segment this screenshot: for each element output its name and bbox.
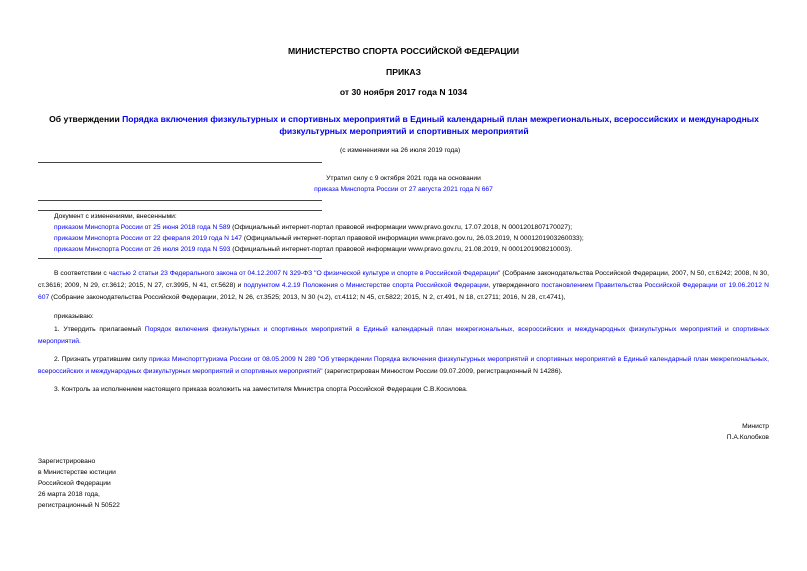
amending-order-source: (Официальный интернет-портал правовой информации www.pravo.gov.ru, 21.08.2019, N 0001201908210003). bbox=[230, 246, 573, 253]
item-text: (зарегистрирован Минюстом России 09.07.2009, регистрационный N 14286). bbox=[322, 367, 563, 375]
registration-line: Зарегистрировано bbox=[38, 458, 96, 465]
ministry-name: МИНИСТЕРСТВО СПОРТА РОССИЙСКОЙ ФЕДЕРАЦИИ bbox=[287, 46, 519, 56]
item-1 bbox=[38, 324, 769, 348]
registration-line: Российской Федерации bbox=[38, 480, 111, 487]
divider bbox=[38, 258, 322, 259]
amending-order-link[interactable]: приказом Минспорта России от 22 февраля 2019 года N 147 bbox=[54, 235, 242, 242]
signatory-position: Министр bbox=[742, 423, 769, 430]
document-date-number: от 30 ноября 2017 года N 1034 bbox=[339, 87, 468, 97]
amending-order-link[interactable]: приказом Минспорта России от 26 июля 2019 года N 593 bbox=[54, 246, 231, 253]
repealed-order-link[interactable]: приказ Минспорттуризма России от 08.05.2009 N 289 "Об утверждении Порядка включения физкультурных мероприятий и спортивных мероприятий в Единый календарный план межрегиональных, всероссийских и международных физкультурных мероприятий и спортивных мероприятий" bbox=[38, 356, 769, 375]
title-link[interactable]: Порядка включения физкультурных и спортивных мероприятий в Единый календарный план межрегиональных, всероссийских и международных физкультурных мероприятий и спортивных мероприятий bbox=[122, 114, 759, 136]
registration-line: регистрационный N 50522 bbox=[38, 502, 120, 509]
amending-order-source: (Официальный интернет-портал правовой информации www.pravo.gov.ru, 26.03.2019, N 0001201903260033); bbox=[242, 235, 584, 242]
basis-text: (Собрание законодательства Российской Федерации, 2007, N 50, ст.6242; 2008, N 30, ст.3616; 2009, N 29, ст.3612; 2015, N 27, ст.3995, N 41, ст.5628) и bbox=[38, 270, 769, 289]
registration-line: 26 марта 2018 года, bbox=[38, 491, 100, 498]
government-decree-link[interactable]: постановлением Правительства Российской Федерации от 19.06.2012 N 607 bbox=[38, 281, 769, 301]
item-text: 2. Признать утратившим силу bbox=[54, 356, 149, 363]
order-word: приказываю: bbox=[54, 313, 94, 320]
item-text: . bbox=[79, 337, 81, 345]
registration-line: в Министерстве юстиции bbox=[38, 469, 116, 476]
signatory-name: П.А.Колобков bbox=[726, 434, 769, 441]
validity-line: Утратил силу с 9 октября 2021 года на основании bbox=[326, 175, 481, 182]
basis-text: , утвержденного bbox=[488, 281, 542, 289]
item-2 bbox=[38, 354, 769, 378]
list-item bbox=[54, 222, 584, 233]
validity-link-line bbox=[0, 186, 807, 193]
amending-order-link[interactable]: приказом Минспорта России от 25 июня 2018 года N 589 bbox=[54, 224, 231, 231]
document-title bbox=[38, 114, 770, 137]
procedure-link[interactable]: Порядок включения физкультурных и спортивных мероприятий в Единый календарный план межрегиональных, всероссийских и международных физкультурных мероприятий и спортивных мероприятий bbox=[38, 326, 769, 345]
list-item bbox=[54, 233, 584, 244]
ministry-regulation-link[interactable]: подпунктом 4.2.19 Положения о Министерстве спорта Российской Федерации bbox=[243, 281, 489, 289]
item-text: 3. Контроль за исполнением настоящего приказа возложить на заместителя Министра спорта Российской Федерации С.В.Косилова. bbox=[54, 386, 468, 393]
basis-paragraph bbox=[38, 268, 769, 303]
divider bbox=[38, 200, 322, 201]
changes-heading: Документ с изменениями, внесенными: bbox=[54, 213, 177, 220]
federal-law-link[interactable]: частью 2 статьи 23 Федерального закона от 04.12.2007 N 329-ФЗ "О физической культуре и спорте в Российской Федерации" bbox=[108, 270, 501, 277]
item-3 bbox=[38, 384, 769, 396]
amending-order-source: (Официальный интернет-портал правовой информации www.pravo.gov.ru, 17.07.2018, N 0001201807170027); bbox=[230, 224, 573, 231]
amendment-note: (с изменениями на 26 июля 2019 года) bbox=[340, 147, 461, 154]
document-type: ПРИКАЗ bbox=[386, 67, 421, 77]
registration-block bbox=[38, 456, 120, 511]
title-prefix: Об утверждении bbox=[49, 114, 123, 124]
divider bbox=[38, 162, 322, 163]
changes-block bbox=[54, 211, 584, 255]
basis-text: В соответствии с bbox=[54, 270, 109, 277]
basis-text: (Собрание законодательства Российской Федерации, 2012, N 26, ст.3525; 2013, N 30 (ч.2), ст.4112; N 45, ст.5822; 2015, N 2, ст.491, N 18, ст.2711; 2016, N 28, ст.4741), bbox=[49, 293, 566, 301]
repeal-order-link[interactable]: приказа Минспорта России от 27 августа 2021 года N 667 bbox=[314, 186, 493, 193]
list-item bbox=[54, 244, 584, 255]
item-text: 1. Утвердить прилагаемый bbox=[54, 326, 145, 333]
